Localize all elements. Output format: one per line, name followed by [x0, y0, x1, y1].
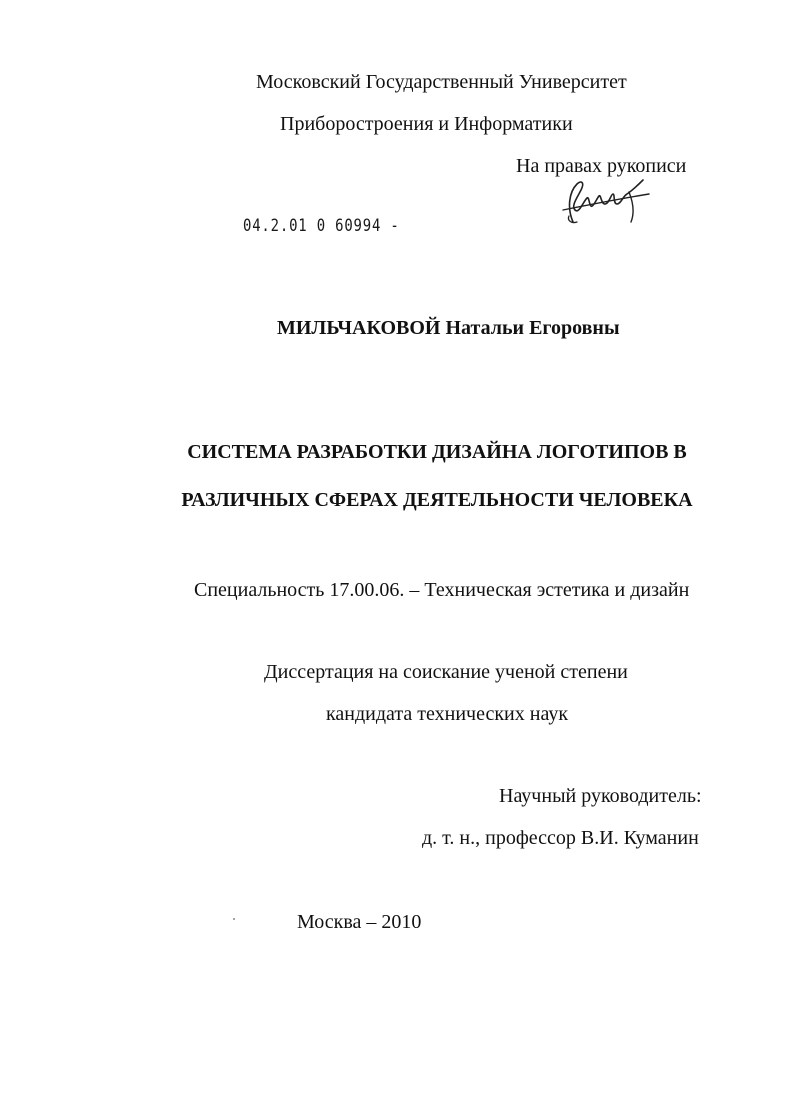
- dissertation-title-line1: СИСТЕМА РАЗРАБОТКИ ДИЗАЙНА ЛОГОТИПОВ В: [187, 441, 687, 463]
- degree-line2: кандидата технических наук: [326, 703, 569, 725]
- specialty: Специальность 17.00.06. – Техническая эстетика и дизайн: [194, 579, 690, 601]
- dissertation-title-line2: РАЗЛИЧНЫХ СФЕРАХ ДЕЯТЕЛЬНОСТИ ЧЕЛОВЕКА: [181, 489, 693, 511]
- author-line: [277, 316, 620, 340]
- supervisor-label: Научный руководитель:: [499, 785, 702, 807]
- signature-image: [553, 172, 665, 228]
- degree-line1: Диссертация на соискание ученой степени: [264, 661, 628, 683]
- author-surname: МИЛЬЧАКОВОЙ: [277, 317, 441, 339]
- archive-stamp: 04.2.01 0 60994 -: [243, 216, 400, 236]
- scan-speck: [233, 918, 235, 920]
- manuscript-note: На правах рукописи: [516, 155, 687, 177]
- university-name-line1: Московский Государственный Университет: [256, 71, 627, 93]
- place-year: Москва – 2010: [297, 911, 422, 933]
- supervisor-name: д. т. н., профессор В.И. Куманин: [422, 827, 699, 849]
- university-name-line2: Приборостроения и Информатики: [280, 113, 573, 135]
- author-given-names: Натальи Егоровны: [445, 317, 620, 339]
